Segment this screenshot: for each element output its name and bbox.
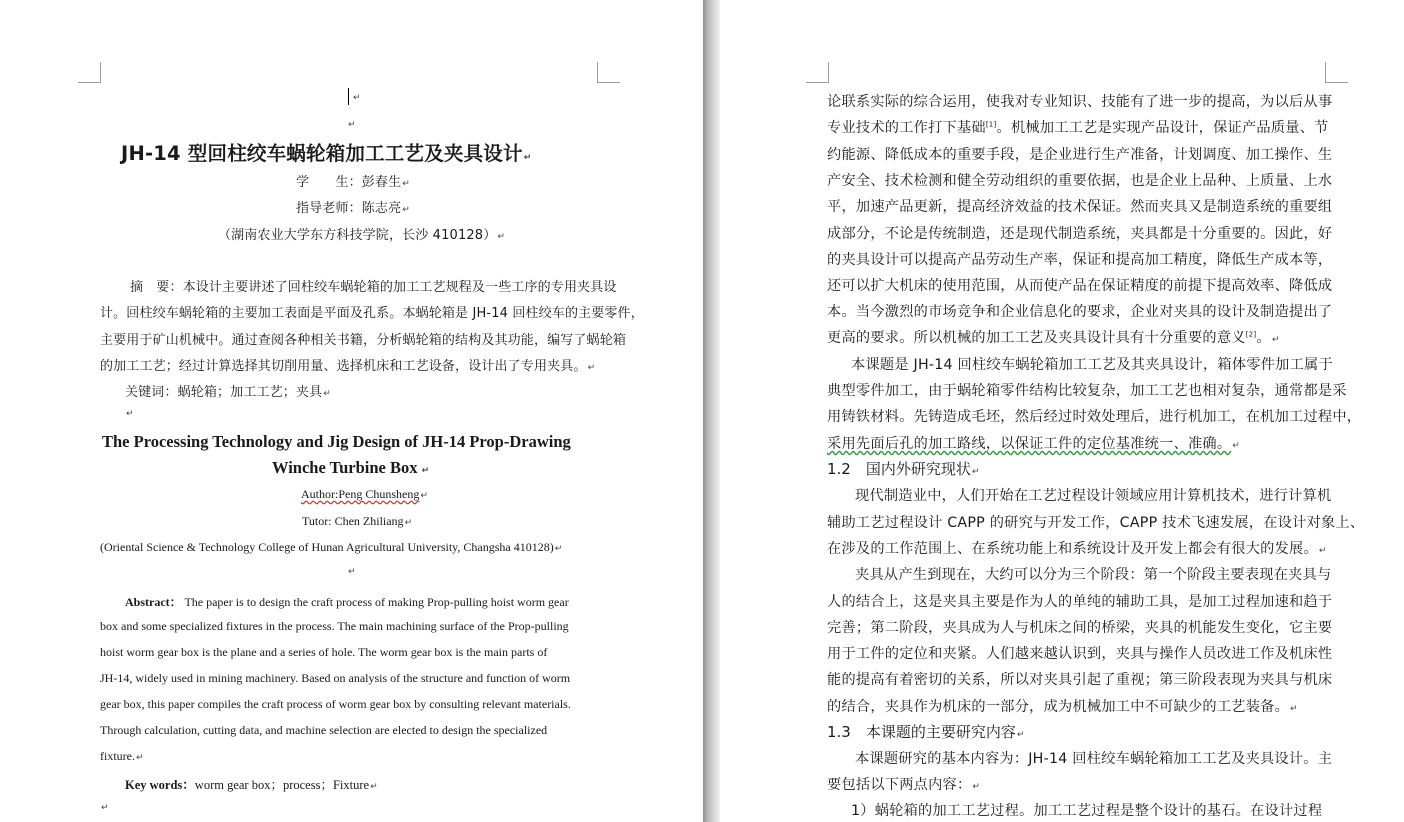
body-line[interactable]: 更高的要求。所以机械的加工工艺及夹具设计具有十分重要的意义[2]。↵ bbox=[827, 330, 1280, 346]
crop-mark-top-right bbox=[597, 62, 620, 83]
body-line[interactable]: 的结合，夹具作为机床的一部分，成为机械加工中不可缺少的工艺装备。↵ bbox=[827, 699, 1298, 715]
abstract-cn-line[interactable]: 的加工工艺；经过计算选择其切削用量、选择机床和工艺设备，设计出了专用夹具。↵ bbox=[100, 359, 596, 374]
affiliation-en[interactable]: (Oriental Science & Technology College of Hunan Agricultural University, Changsha 410128)↵ bbox=[100, 540, 563, 554]
paragraph-mark: ↵ bbox=[126, 409, 134, 419]
affiliation-cn[interactable]: （湖南农业大学东方科技学院，长沙 410128）↵ bbox=[218, 228, 506, 243]
abstract-en-line[interactable]: gear box, this paper compiles the craft process of worm gear box by consulting relevant materials. bbox=[100, 697, 571, 711]
body-line[interactable]: 辅助工艺过程设计 CAPP 的研究与开发工作，CAPP 技术飞速发展，在设计对象上、 bbox=[827, 515, 1365, 531]
paragraph-mark: ↵ bbox=[348, 567, 356, 577]
keywords-en[interactable]: Key words：worm gear box；process；Fixture↵ bbox=[125, 778, 378, 792]
body-line[interactable]: 完善；第二阶段，夹具成为人与机床之间的桥梁，夹具的机能发生变化，它主要 bbox=[827, 620, 1333, 636]
body-line[interactable]: 成部分，不论是传统制造，还是现代制造系统，夹具都是十分重要的。因此，好 bbox=[827, 226, 1333, 242]
body-line[interactable]: 平，加速产品更新，提高经济效益的技术保证。然而夹具又是制造系统的重要组 bbox=[827, 199, 1333, 215]
body-line[interactable]: 本课题是 JH-14 回柱绞车蜗轮箱加工工艺及其夹具设计，箱体零件加工属于 bbox=[851, 357, 1333, 373]
section-heading-1-2[interactable]: 1.2 国内外研究现状↵ bbox=[827, 460, 980, 478]
page-gutter bbox=[703, 0, 720, 822]
abstract-cn-line[interactable]: 摘 要：本设计主要讲述了回柱绞车蜗轮箱的加工工艺规程及一些工序的专用夹具设 bbox=[130, 280, 617, 295]
body-line[interactable]: 用铸铁材料。先铸造成毛坯，然后经过时效处理后，进行机加工，在机加工过程中， bbox=[827, 409, 1362, 425]
body-line[interactable]: 现代制造业中，人们开始在工艺过程设计领域应用计算机技术，进行计算机 bbox=[855, 488, 1332, 504]
author-en[interactable]: Author:Peng Chunsheng↵ bbox=[301, 487, 428, 501]
abstract-en-line[interactable]: fixture.↵ bbox=[100, 749, 144, 763]
body-line[interactable]: 要包括以下两点内容：↵ bbox=[827, 777, 981, 793]
text-cursor bbox=[348, 88, 349, 105]
paragraph-mark: ↵ bbox=[353, 93, 361, 103]
crop-mark-top-right bbox=[1325, 62, 1348, 83]
paragraph-mark: ↵ bbox=[348, 120, 356, 130]
body-line[interactable]: 用于工件的定位和夹紧。人们越来越认识到，夹具与操作人员改进工作及机床性 bbox=[827, 646, 1333, 662]
abstract-en-line[interactable]: box and some specialized fixtures in the process. The main machining surface of the Prop-pulling bbox=[100, 619, 569, 633]
advisor-line[interactable]: 指导老师：陈志亮↵ bbox=[296, 201, 410, 216]
tutor-en[interactable]: Tutor: Chen Zhiliang↵ bbox=[302, 514, 413, 528]
body-line[interactable]: 产安全、技术检测和健全劳动组织的重要依据，也是企业上品种、上质量、上水 bbox=[827, 173, 1333, 189]
abstract-en-line[interactable]: Abstract： The paper is to design the craft process of making Prop-pulling hoist worm gear bbox=[125, 595, 569, 609]
body-line[interactable]: 约能源、降低成本的重要手段，是企业进行生产准备，计划调度、加工操作、生 bbox=[827, 147, 1333, 163]
body-line[interactable]: 1）蜗轮箱的加工工艺过程。加工工艺过程是整个设计的基石。在设计过程 bbox=[851, 803, 1323, 819]
body-line[interactable]: 本课题研究的基本内容为：JH-14 回柱绞车蜗轮箱加工工艺及夹具设计。主 bbox=[855, 751, 1333, 767]
crop-mark-top-left bbox=[78, 62, 101, 83]
keywords-cn[interactable]: 关键词：蜗轮箱；加工工艺；夹具↵ bbox=[125, 385, 331, 400]
body-line[interactable]: 还可以扩大机床的使用范围，从而使产品在保证精度的前提下提高效率、降低成 bbox=[827, 278, 1333, 294]
abstract-cn-line[interactable]: 计。回柱绞车蜗轮箱的主要加工表面是平面及孔系。本蜗轮箱是 JH-14 回柱绞车的主要零件， bbox=[100, 306, 644, 321]
student-line[interactable]: 学 生：彭春生↵ bbox=[296, 175, 410, 190]
body-line[interactable]: 专业技术的工作打下基础[1]。机械加工工艺是实现产品设计，保证产品质量、节 bbox=[827, 120, 1329, 136]
body-line[interactable]: 夹具从产生到现在，大约可以分为三个阶段：第一个阶段主要表现在夹具与 bbox=[855, 567, 1332, 583]
crop-mark-top-left bbox=[806, 62, 829, 83]
paper-title-en-line1[interactable]: The Processing Technology and Jig Design of JH-14 Prop-Drawing bbox=[102, 432, 571, 451]
body-line[interactable]: 典型零件加工，由于蜗轮箱零件结构比较复杂，加工工艺也相对复杂，通常都是采 bbox=[827, 383, 1347, 399]
abstract-en-line[interactable]: Through calculation, cutting data, and machine selection are elected to design the specialized bbox=[100, 723, 548, 737]
abstract-en-line[interactable]: hoist worm gear box is the plane and a series of hole. The worm gear box is the main parts of bbox=[100, 645, 548, 659]
body-line[interactable]: 人的结合上，这是夹具主要是作为人的单纯的辅助工具，是加工过程加速和趋于 bbox=[827, 594, 1333, 610]
paragraph-mark: ↵ bbox=[101, 803, 109, 813]
paper-title-en-line2[interactable]: Winche Turbine Box ↵ bbox=[272, 458, 430, 477]
body-line[interactable]: 的夹具设计可以提高产品劳动生产率，保证和提高加工精度，降低生产成本等， bbox=[827, 252, 1333, 268]
body-line[interactable]: 本。当今激烈的市场竞争和企业信息化的要求，企业对夹具的设计及制造提出了 bbox=[827, 304, 1333, 320]
body-line[interactable]: 在涉及的工作范围上、在系统功能上和系统设计及开发上都会有很大的发展。↵ bbox=[827, 541, 1327, 557]
document-page-right bbox=[720, 0, 1404, 822]
body-line[interactable]: 论联系实际的综合运用，使我对专业知识、技能有了进一步的提高，为以后从事 bbox=[827, 94, 1333, 110]
paper-title-cn[interactable]: JH-14 型回柱绞车蜗轮箱加工工艺及夹具设计↵ bbox=[121, 142, 532, 165]
abstract-cn-line[interactable]: 主要用于矿山机械中。通过查阅各种相关书籍，分析蜗轮箱的结构及其功能，编写了蜗轮箱 bbox=[100, 333, 627, 348]
section-heading-1-3[interactable]: 1.3 本课题的主要研究内容↵ bbox=[827, 723, 1025, 741]
abstract-en-line[interactable]: JH-14, widely used in mining machinery. Based on analysis of the structure and function of worm bbox=[100, 671, 571, 685]
body-line[interactable]: 采用先面后孔的加工路线，以保证工件的定位基准统一、准确。↵ bbox=[827, 436, 1241, 452]
body-line[interactable]: 能的提高有着密切的关系，所以对夹具引起了重视；第三阶段表现为夹具与机床 bbox=[827, 672, 1333, 688]
